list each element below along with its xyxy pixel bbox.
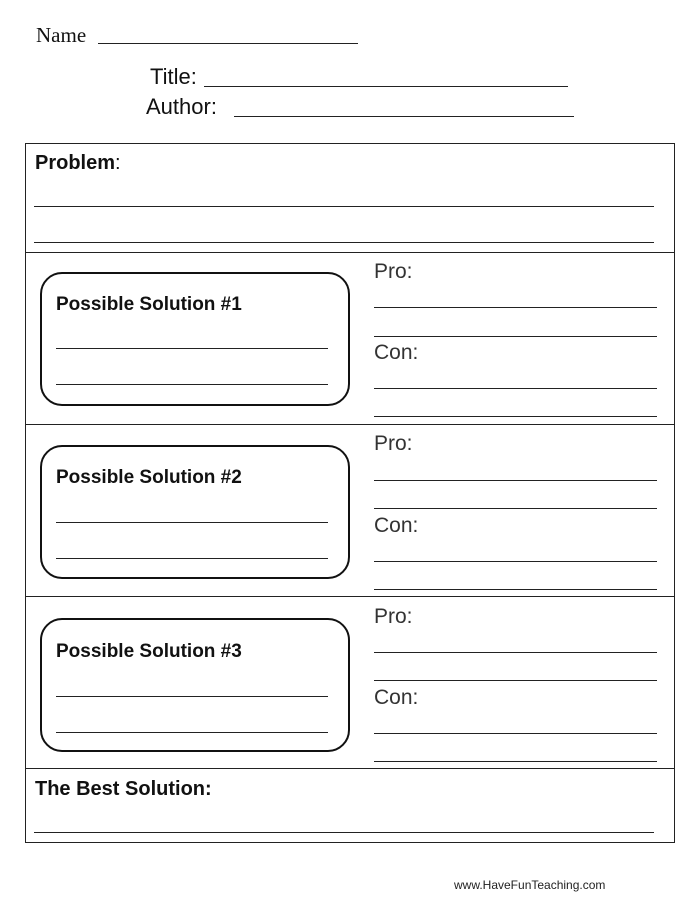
title-line[interactable] <box>204 86 568 87</box>
divider-solution-1 <box>25 424 675 425</box>
pro-2-line-2[interactable] <box>374 508 657 509</box>
name-label: Name <box>36 23 87 47</box>
solution-3-line-2[interactable] <box>56 732 328 733</box>
divider-solution-3 <box>25 768 675 769</box>
pro-3-line-2[interactable] <box>374 680 657 681</box>
author-label: Author: <box>146 94 217 119</box>
best-solution-label: The Best Solution: <box>35 778 212 800</box>
con-label-2: Con: <box>374 514 419 537</box>
solution-title-3: Possible Solution #3 <box>56 641 242 662</box>
divider-solution-2 <box>25 596 675 597</box>
footer-site-url: www.HaveFunTeaching.com <box>454 878 606 892</box>
con-label-3: Con: <box>374 686 419 709</box>
con-3-line-1[interactable] <box>374 733 657 734</box>
con-1-line-2[interactable] <box>374 416 657 417</box>
name-line[interactable] <box>98 43 358 44</box>
problem-line-2[interactable] <box>34 242 654 243</box>
problem-label: Problem: <box>35 152 121 174</box>
con-3-line-2[interactable] <box>374 761 657 762</box>
pro-2-line-1[interactable] <box>374 480 657 481</box>
solution-1-line-2[interactable] <box>56 384 328 385</box>
solution-2-line-2[interactable] <box>56 558 328 559</box>
problem-line-1[interactable] <box>34 206 654 207</box>
pro-1-line-1[interactable] <box>374 307 657 308</box>
con-2-line-2[interactable] <box>374 589 657 590</box>
solution-title-2: Possible Solution #2 <box>56 467 242 488</box>
title-label: Title: <box>150 64 197 89</box>
pro-label-1: Pro: <box>374 260 413 283</box>
pro-label-2: Pro: <box>374 432 413 455</box>
solution-title-1: Possible Solution #1 <box>56 294 242 315</box>
con-2-line-1[interactable] <box>374 561 657 562</box>
pro-3-line-1[interactable] <box>374 652 657 653</box>
con-label-1: Con: <box>374 341 419 364</box>
con-1-line-1[interactable] <box>374 388 657 389</box>
pro-1-line-2[interactable] <box>374 336 657 337</box>
solution-2-line-1[interactable] <box>56 522 328 523</box>
best-solution-line[interactable] <box>34 832 654 833</box>
divider-problem <box>25 252 675 253</box>
author-line[interactable] <box>234 116 574 117</box>
pro-label-3: Pro: <box>374 605 413 628</box>
solution-1-line-1[interactable] <box>56 348 328 349</box>
solution-3-line-1[interactable] <box>56 696 328 697</box>
